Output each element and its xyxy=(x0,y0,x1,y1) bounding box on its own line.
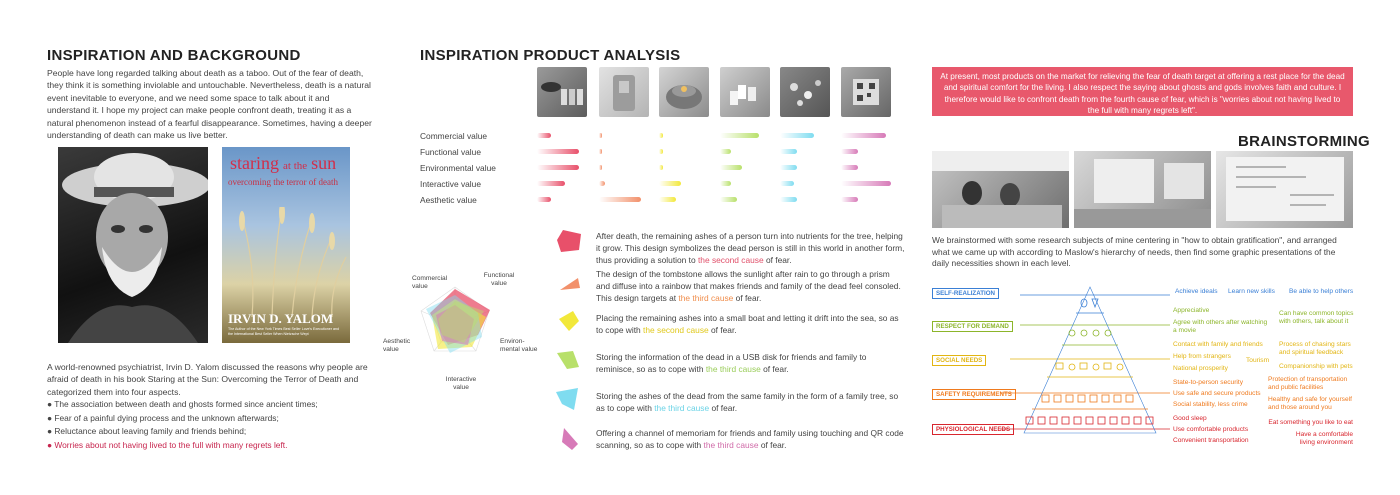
value-bar xyxy=(659,181,681,186)
product-description-4: Storing the information of the dead in a USB disk for friends and family to reminisce, so as to cope with the third cause of fear. xyxy=(596,352,867,374)
need-social-4: Process of chasing stars xyxy=(1279,341,1351,348)
need-social-6: Companionship with pets xyxy=(1279,363,1353,370)
need-phys-2: Use comfortable products xyxy=(1173,426,1249,433)
book-cover xyxy=(222,147,350,343)
value-bar xyxy=(537,133,551,138)
level-physiological: PHYSIOLOGICAL NEEDS xyxy=(932,424,1014,435)
radar-label-aesthetic: Aesthetic value xyxy=(383,338,411,353)
callout-text: At present, most products on the market for relieving the fear of death target at offering a rest place for the dead and spiritual comfort for the living. I also respect the saying about ghosts and gods involves faith and culture. I therefore would like to confront death from the fourth cause of fear, which is "worries about not having lived to the full with many regrets left". xyxy=(940,72,1345,116)
brainstorm-paragraph: We brainstormed with some research subjects of mine centering in "how to obtain gratification", and arranged what we came up with according to Maslow's hierarchy of needs, then find some graphic presentations of the daily necessities shown in each level. xyxy=(932,235,1337,269)
value-bar xyxy=(780,165,797,170)
product-5-cause: the third cause xyxy=(654,402,710,413)
value-bar xyxy=(659,165,663,170)
product-shape-6 xyxy=(558,424,584,454)
value-label-aesthetic: Aesthetic value xyxy=(420,195,477,205)
value-bar xyxy=(841,181,891,186)
value-bar xyxy=(780,133,814,138)
value-bar xyxy=(720,165,742,170)
value-label-list xyxy=(420,128,496,208)
product-2-cause: the third cause xyxy=(678,292,734,303)
value-bar xyxy=(599,197,641,202)
product-shape-3 xyxy=(555,309,583,333)
book-subtitle: overcoming the terror of death xyxy=(228,177,338,187)
value-bar xyxy=(537,149,579,154)
radar-label-environmental: Environ- mental value xyxy=(500,338,538,353)
needs-safety-col1 xyxy=(1173,379,1261,409)
book-title-sun: sun xyxy=(311,153,337,173)
value-bar xyxy=(537,181,565,186)
need-safety-6: Healthy and safe for yourself xyxy=(1268,396,1352,403)
need-phys-3: Convenient transportation xyxy=(1173,437,1249,444)
product-description-5: Storing the ashes of the dead from the same family in the form of a family tree, so as to cope with the third cause of fear. xyxy=(596,391,899,413)
product-thumb-qr-memorial xyxy=(841,67,891,117)
value-label-commercial: Commercial value xyxy=(420,131,488,141)
need-social-1: Contact with family and friends xyxy=(1173,341,1263,348)
value-bar xyxy=(599,149,602,154)
needs-respect-col2 xyxy=(1279,310,1353,326)
fear-cause-3: ● Reluctance about leaving family and friends behind; xyxy=(47,426,247,436)
value-bar xyxy=(599,181,605,186)
brainstorm-photo-1 xyxy=(932,151,1069,228)
needs-social-col2 xyxy=(1279,341,1353,371)
need-respect-2: Agree with others after watching xyxy=(1173,319,1268,326)
need-tourism: Tourism xyxy=(1246,357,1270,364)
section-title-brainstorming: BRAINSTORMING xyxy=(1238,133,1370,150)
yalom-paragraph: A world-renowned psychiatrist, Irvin D. Yalom discussed the reasons why people are afraid of death in his book Staring at the Sun: Overcoming the Terror of Death and categorized them into four aspects. xyxy=(47,362,368,397)
book-author: IRVIN D. YALOM xyxy=(228,311,334,326)
fear-cause-1: ● The association between death and ghosts formed since ancient times; xyxy=(47,399,318,409)
radar-label-commercial: Commercial value xyxy=(412,275,448,290)
intro-paragraph: People have long regarded talking about death as a taboo. Out of the fear of death, they think it is something inviolable and untouchable. Nevertheless, death is a natural event inevitable to everyone, and we need some space to talk about it and understand it. I hope my project can make people confront death, treating it as a natural phenomenon instead of a fearful disappearance. Sometimes, having a deeper understanding of death can make us live better. xyxy=(47,68,372,141)
product-description-1: After death, the remaining ashes of a person turn into nutrients for the tree, helping it grow. This design symbolizes the dead person is still in this world in another form, thus providing a solution to the second cause of fear. xyxy=(596,231,905,265)
need-help-others: Be able to help others xyxy=(1289,288,1354,295)
book-title-at-the: at the xyxy=(283,160,308,172)
needs-phys-col2 xyxy=(1267,419,1353,447)
value-bar xyxy=(841,149,858,154)
brainstorm-photo-3 xyxy=(1216,151,1353,228)
need-social-5: and spiritual feedback xyxy=(1279,349,1344,356)
value-bar xyxy=(659,197,676,202)
fear-cause-4: ● Worries about not having lived to the full with many regrets left. xyxy=(47,439,288,450)
value-bar xyxy=(720,149,731,154)
need-phys-5: Have a comfortable xyxy=(1295,431,1353,438)
value-bar xyxy=(537,165,579,170)
needs-respect-col1 xyxy=(1173,307,1267,335)
value-label-environmental: Environmental value xyxy=(420,163,496,173)
need-respect-3: a movie xyxy=(1173,327,1197,334)
value-bar xyxy=(659,149,663,154)
level-safety: SAFETY REQUIREMENTS xyxy=(932,389,1016,400)
need-safety-1: State-to-person security xyxy=(1173,379,1243,386)
need-safety-7: and those around you xyxy=(1268,404,1332,411)
callout-box xyxy=(932,67,1353,116)
need-phys-6: living environment xyxy=(1299,439,1353,446)
need-phys-1: Good sleep xyxy=(1173,415,1207,422)
need-social-2: Help from strangers xyxy=(1173,353,1231,360)
value-bar xyxy=(841,165,858,170)
need-safety-4: Protection of transportation xyxy=(1268,376,1348,383)
fear-causes-list xyxy=(47,398,377,452)
need-respect-1: Appreciative xyxy=(1173,307,1210,314)
value-bar xyxy=(720,133,759,138)
product-thumb-boat xyxy=(659,67,709,117)
product-shape-5 xyxy=(554,386,582,412)
product-3-cause: the second cause xyxy=(643,324,709,335)
value-bar xyxy=(599,165,602,170)
value-bar xyxy=(780,181,794,186)
product-thumb-usb xyxy=(720,67,770,117)
need-achieve-ideals: Achieve ideals xyxy=(1175,288,1218,295)
value-label-interactive: Interactive value xyxy=(420,179,481,189)
need-learn-skills: Learn new skills xyxy=(1228,288,1275,295)
product-thumb-family-tree xyxy=(780,67,830,117)
product-4-cause: the third cause xyxy=(705,363,761,374)
product-description-6: Offering a channel of memoriam for friends and family using touching and QR code scanning, so as to cope with the third cause of fear. xyxy=(596,428,904,450)
book-blurb: The Author of the New York Times Best Seller Love's Executioner and the International Best Seller When Nietzsche Wept xyxy=(228,327,339,336)
value-bar xyxy=(780,197,797,202)
product-shape-1 xyxy=(553,226,587,256)
radar-label-interactive: Interactive value xyxy=(445,376,477,391)
level-self-realization: SELF-REALIZATION xyxy=(932,288,999,299)
value-bar xyxy=(599,133,602,138)
level-social: SOCIAL NEEDS xyxy=(932,355,986,366)
value-bar xyxy=(537,197,551,202)
need-phys-4: Eat something you like to eat xyxy=(1268,419,1353,426)
section-title-product-analysis: INSPIRATION PRODUCT ANALYSIS xyxy=(420,47,681,64)
value-bar xyxy=(720,197,737,202)
value-bar xyxy=(659,133,663,138)
value-bar xyxy=(720,181,731,186)
value-bar xyxy=(841,197,858,202)
need-respect-5: with others, talk about it xyxy=(1279,318,1349,325)
needs-phys-col1 xyxy=(1173,415,1249,445)
need-safety-5: and public facilities xyxy=(1268,384,1324,391)
product-6-cause: the third cause xyxy=(703,439,759,450)
product-shape-4 xyxy=(555,347,583,371)
needs-safety-col2 xyxy=(1268,376,1352,412)
product-shape-2 xyxy=(558,274,582,294)
fear-cause-2: ● Fear of a painful dying process and the unknown afterwards; xyxy=(47,412,279,423)
section-title-inspiration: INSPIRATION AND BACKGROUND xyxy=(47,47,301,64)
value-bar xyxy=(780,149,797,154)
level-respect: RESPECT FOR DEMAND xyxy=(932,321,1013,332)
product-description-3: Placing the remaining ashes into a small boat and letting it drift into the sea, so as to cope with the second cause of fear. xyxy=(596,313,899,335)
value-bar xyxy=(841,133,886,138)
need-social-3: National prosperity xyxy=(1173,365,1228,372)
author-portrait-photo xyxy=(58,147,208,343)
product-description-2: The design of the tombstone allows the sunlight after rain to go through a prism and diffuse into a rainbow that makes friends and family of the dead feel consoled. This design targets at the third cause of fear. xyxy=(596,269,901,303)
need-safety-3: Social stability, less crime xyxy=(1173,401,1248,408)
product-thumb-tombstone xyxy=(599,67,649,117)
need-respect-4: Can have common topics xyxy=(1279,310,1354,317)
book-title-staring: staring xyxy=(230,153,279,173)
need-safety-2: Use safe and secure products xyxy=(1173,390,1261,397)
product-1-cause: the second cause xyxy=(697,254,764,265)
radar-label-functional: Functional value xyxy=(483,272,515,287)
product-thumb-tree-urn xyxy=(537,67,587,117)
value-label-functional: Functional value xyxy=(420,147,481,157)
brainstorm-photo-2 xyxy=(1074,151,1211,228)
value-bars-grid xyxy=(537,128,897,210)
